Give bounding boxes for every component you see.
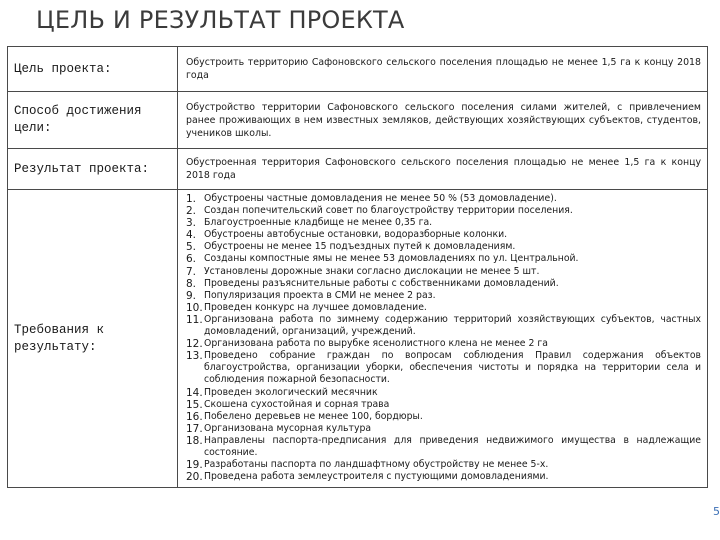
requirements-cell: [178, 190, 708, 488]
table-row: [8, 149, 708, 190]
list-item: [186, 471, 701, 483]
result-label: Результат проекта:: [8, 149, 178, 190]
list-item-number: 6.: [186, 253, 197, 266]
list-item: [186, 253, 701, 265]
list-item-text: Организована работа по вырубке ясенолистного клена не менее 2 га: [204, 338, 548, 350]
list-item: [186, 459, 701, 471]
list-item: [186, 290, 701, 302]
list-item-text: Разработаны паспорта по ландшафтному обустройству не менее 5-х.: [204, 459, 549, 471]
list-item: [186, 338, 701, 350]
list-item: [186, 387, 701, 399]
list-item: [186, 205, 701, 217]
list-item-text: Обустроены автобусные остановки, водоразборные колонки.: [204, 229, 508, 241]
list-item-number: 20.: [186, 471, 203, 484]
list-item-text: Созданы компостные ямы не менее 53 домовладениях по ул. Центральной.: [204, 253, 579, 265]
list-item-text: Проведено собрание граждан по вопросам соблюдения Правил содержания объектов благоустройства, организации уборки, обеспечения чистоты и порядка на территории села и соблюдения пожарной безопасности.: [204, 350, 701, 386]
list-item-text: Установлены дорожные знаки согласно дислокации не менее 5 шт.: [204, 265, 540, 277]
list-item-number: 4.: [186, 229, 197, 242]
goal-result-table: [7, 46, 708, 488]
list-item: [186, 229, 701, 241]
list-item-text: Проведена работа землеустроителя с пустующими домовладениями.: [204, 471, 549, 483]
list-item-text: Обустроены частные домовладения не менее 50 % (53 домовладение).: [204, 193, 557, 204]
list-item: [186, 217, 701, 229]
list-item-number: 11.: [186, 313, 203, 326]
table-row: [8, 47, 708, 92]
list-item-number: 15.: [186, 398, 203, 411]
list-item-text: Обустроены не менее 15 подъездных путей к домовладениям.: [204, 241, 516, 253]
list-item: [186, 241, 701, 253]
page-number: 5: [713, 505, 720, 518]
requirements-list: [186, 192, 701, 485]
list-item: [186, 423, 701, 435]
list-item: [186, 278, 701, 290]
list-item-number: 14.: [186, 386, 203, 399]
list-item-text: Направлены паспорта-предписания для приведения недвижимого имущества в надлежащие состояние.: [204, 434, 701, 458]
goal-label: Цель проекта:: [8, 47, 178, 92]
list-item-number: 18.: [186, 434, 203, 447]
page-title: ЦЕЛЬ И РЕЗУЛЬТАТ ПРОЕКТА: [36, 6, 405, 34]
list-item: [186, 399, 701, 411]
list-item: [186, 435, 701, 459]
list-item-number: 17.: [186, 422, 203, 435]
list-item-number: 1.: [186, 193, 197, 205]
list-item-number: 13.: [186, 350, 203, 363]
list-item: [186, 266, 701, 278]
list-item-number: 19.: [186, 459, 203, 472]
list-item-number: 7.: [186, 265, 197, 278]
list-item-number: 16.: [186, 410, 203, 423]
list-item: [186, 302, 701, 314]
list-item: [186, 314, 701, 338]
list-item-number: 10.: [186, 301, 203, 314]
result-text: Обустроенная территория Сафоновского сельского поселения площадью не менее 1,5 га к концу 2018 года: [178, 149, 708, 190]
method-text: Обустройство территории Сафоновского сельского поселения силами жителей, с привлечением ранее проживающих в нем известных земляков, действующих хозяйствующих субъектов, студентов, учеников школы.: [178, 92, 708, 149]
list-item-text: Проведен экологический месячник: [204, 386, 378, 398]
list-item-text: Побелено деревьев не менее 100, бордюры.: [204, 410, 423, 422]
list-item-number: 2.: [186, 205, 197, 218]
list-item-text: Проведены разъяснительные работы с собственниками домовладений.: [204, 277, 559, 289]
list-item: [186, 350, 701, 386]
requirements-label: Требования к результату:: [8, 190, 178, 488]
list-item-number: 9.: [186, 289, 197, 302]
list-item-number: 3.: [186, 217, 197, 230]
list-item-number: 12.: [186, 338, 203, 351]
list-item: [186, 411, 701, 423]
list-item: [186, 193, 701, 205]
list-item-text: Организована мусорная культура: [204, 422, 372, 434]
table-row: [8, 92, 708, 149]
list-item-text: Создан попечительский совет по благоустройству территории поселения.: [204, 205, 573, 217]
list-item-number: 5.: [186, 241, 197, 254]
list-item-text: Организована работа по зимнему содержанию территорий хозяйствующих субъектов, частных домовладений, организаций, учреждений.: [204, 313, 701, 338]
goal-text: Обустроить территорию Сафоновского сельского поселения площадью не менее 1,5 га к концу 2018 года: [178, 47, 708, 92]
table-row: [8, 190, 708, 488]
method-label: Способ достижения цели:: [8, 92, 178, 149]
list-item-number: 8.: [186, 277, 197, 290]
list-item-text: Благоустроенные кладбище не менее 0,35 га.: [204, 217, 433, 229]
list-item-text: Проведен конкурс на лучшее домовладение.: [204, 301, 427, 313]
list-item-text: Популяризация проекта в СМИ не менее 2 раз.: [204, 289, 436, 301]
list-item-text: Скошена сухостойная и сорная трава: [204, 398, 390, 410]
